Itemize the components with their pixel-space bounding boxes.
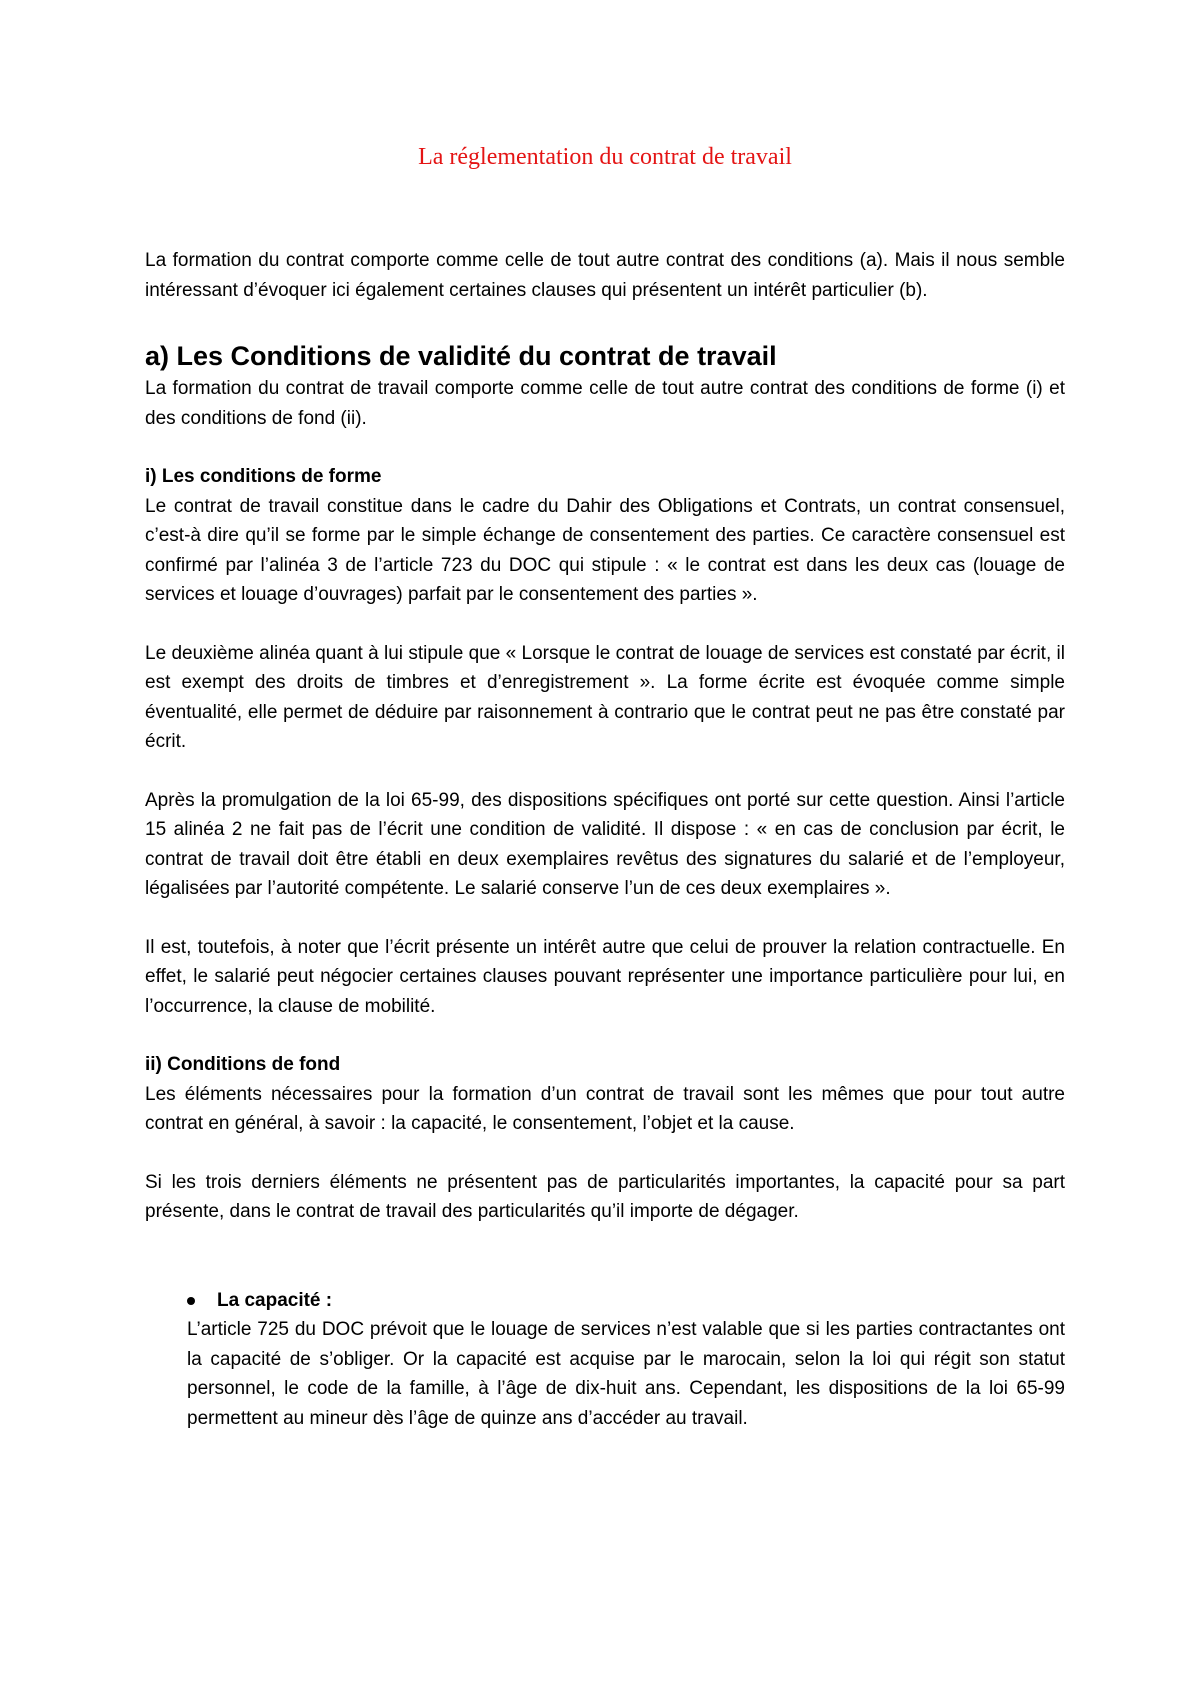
fond-paragraph: Les éléments nécessaires pour la formation d’un contrat de travail sont les mêmes que pour tout autre contrat en général, à savoir : la capacité, le consentement, l’objet et la cause. <box>145 1083 1065 1134</box>
capacite-heading: La capacité : <box>217 1289 333 1311</box>
capacite-heading-row <box>187 1286 1065 1316</box>
intro-paragraph: La formation du contrat comporte comme celle de tout autre contrat des conditions (a). Mais il nous semble intéressant d’évoquer ici également certaines clauses qui présentent un intérêt particulier (b). <box>145 250 1065 301</box>
fond-heading: ii) Conditions de fond <box>145 1054 341 1075</box>
forme-heading: i) Les conditions de forme <box>145 466 382 487</box>
capacite-paragraph: L’article 725 du DOC prévoit que le louage de services n’est valable que si les parties contractantes ont la capacité de s’obliger. Or la capacité est acquise par le marocain, selon la loi qui régit son statut personnel, le code de la famille, à l’âge de dix-huit ans. Cependant, les dispositions de la loi 65-99 permettent au mineur dès l’âge de quinze ans d’accéder au travail. <box>187 1319 1065 1429</box>
section-a-heading: a) Les Conditions de validité du contrat de travail <box>145 341 777 371</box>
bullet-icon <box>187 1297 195 1305</box>
forme-paragraph: Il est, toutefois, à noter que l’écrit présente un intérêt autre que celui de prouver la relation contractuelle. En effet, le salarié peut négocier certaines clauses pouvant représenter une importance particulière pour lui, en l’occurrence, la clause de mobilité. <box>145 936 1065 1017</box>
document-body <box>145 140 1065 1433</box>
document-title: La réglementation du contrat de travail <box>418 144 792 170</box>
capacite-bullet <box>187 1286 1065 1434</box>
forme-paragraph: Après la promulgation de la loi 65-99, des dispositions spécifiques ont porté sur cette question. Ainsi l’article 15 alinéa 2 ne fait pas de l’écrit une condition de validité. Il dispose : « en cas de conclusion par écrit, le contrat de travail doit être établi en deux exemplaires revêtus des signatures du salarié et de l’employeur, légalisées par l’autorité compétente. Le salarié conserve l’un de ces deux exemplaires ». <box>145 789 1065 899</box>
fond-paragraph: Si les trois derniers éléments ne présentent pas de particularités importantes, la capacité pour sa part présente, dans le contrat de travail des particularités qu’il importe de dégager. <box>145 1171 1065 1222</box>
forme-paragraph: Le deuxième alinéa quant à lui stipule que « Lorsque le contrat de louage de services est constaté par écrit, il est exempt des droits de timbres et d’enregistrement ». La forme écrite est évoquée comme simple éventualité, elle permet de déduire par raisonnement à contrario que le contrat peut ne pas être constaté par écrit. <box>145 642 1065 752</box>
forme-paragraph: Le contrat de travail constitue dans le cadre du Dahir des Obligations et Contrats, un contrat consensuel, c’est-à dire qu’il se forme par le simple échange de consentement des parties. Ce caractère consensuel est confirmé par l’alinéa 3 de l’article 723 du DOC qui stipule : « le contrat est dans les deux cas (louage de services et louage d’ouvrages) parfait par le consentement des parties ». <box>145 495 1065 605</box>
section-a-intro: La formation du contrat de travail comporte comme celle de tout autre contrat des conditions de forme (i) et des conditions de fond (ii). <box>145 378 1065 429</box>
